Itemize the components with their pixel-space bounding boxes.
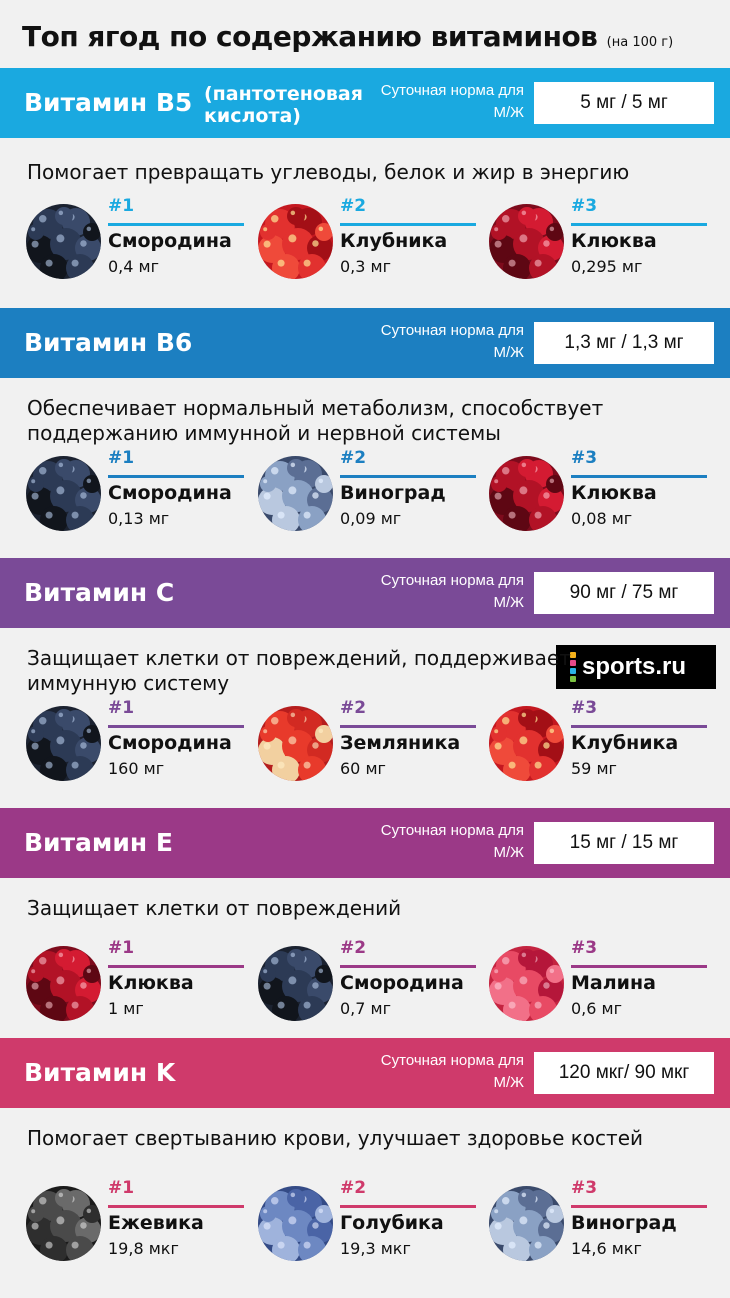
berry-list [0, 698, 730, 786]
strawberry-icon [489, 706, 564, 781]
berry-item [26, 196, 256, 284]
rank-divider [108, 725, 244, 728]
berry-name: Клубника [340, 230, 448, 252]
strawberry-icon [258, 204, 333, 279]
berry-rank: #1 [108, 698, 135, 718]
berry-rank: #2 [340, 448, 367, 468]
berry-item [258, 196, 488, 284]
berry-item [489, 698, 719, 786]
berry-item [26, 1178, 256, 1266]
berry-item [489, 1178, 719, 1266]
berry-rank: #2 [340, 938, 367, 958]
daily-norm-value: 15 мг / 15 мг [534, 822, 714, 864]
berry-item [26, 448, 256, 536]
berry-name: Клюква [571, 482, 657, 504]
daily-norm-value: 120 мкг/ 90 мкг [534, 1052, 714, 1094]
vitamin-title: Витамин B6 [24, 328, 193, 357]
berry-name: Ежевика [108, 1212, 204, 1234]
blueberry-icon [258, 1186, 333, 1261]
berry-item [258, 1178, 488, 1266]
berry-item [26, 698, 256, 786]
berry-rank: #3 [571, 698, 598, 718]
daily-norm-label: Суточная норма для М/Ж [380, 1052, 524, 1091]
berry-item [258, 448, 488, 536]
berry-rank: #2 [340, 196, 367, 216]
vitamin-description: Защищает клетки от повреждений, поддерживает иммунную систему [27, 646, 571, 695]
berry-rank: #3 [571, 938, 598, 958]
berry-name: Виноград [571, 1212, 677, 1234]
berry-amount: 59 мг [571, 759, 617, 778]
berry-item [258, 938, 488, 1026]
currant-icon [26, 204, 101, 279]
daily-norm-value: 90 мг / 75 мг [534, 572, 714, 614]
rank-divider [340, 475, 476, 478]
grape-icon [258, 456, 333, 531]
berry-item [489, 938, 719, 1026]
berry-name: Голубика [340, 1212, 444, 1234]
vitamin-title-extra: (пантотеновая кислота) [204, 83, 363, 127]
rank-divider [340, 725, 476, 728]
vitamin-description: Обеспечивает нормальный метаболизм, способствует поддержанию иммунной и нервной системы [27, 396, 604, 445]
daily-norm-value: 5 мг / 5 мг [534, 82, 714, 124]
berry-name: Клубника [571, 732, 679, 754]
berry-amount: 19,3 мкг [340, 1239, 411, 1258]
vitamin-band [0, 1038, 730, 1108]
vitamin-band [0, 558, 730, 628]
rank-divider [340, 1205, 476, 1208]
berry-amount: 0,08 мг [571, 509, 633, 528]
berry-name: Земляника [340, 732, 461, 754]
berry-list [0, 938, 730, 1026]
vitamin-section [0, 308, 730, 528]
berry-rank: #2 [340, 698, 367, 718]
berry-amount: 0,13 мг [108, 509, 170, 528]
rank-divider [571, 475, 707, 478]
grape-icon [489, 1186, 564, 1261]
rank-divider [340, 223, 476, 226]
berry-amount: 0,4 мг [108, 257, 160, 276]
berry-rank: #1 [108, 938, 135, 958]
berry-rank: #2 [340, 1178, 367, 1198]
vitamin-band [0, 68, 730, 138]
vitamin-section [0, 808, 730, 1018]
berry-amount: 60 мг [340, 759, 386, 778]
berry-item [258, 698, 488, 786]
daily-norm-label: Суточная норма для М/Ж [380, 322, 524, 361]
vitamin-title: Витамин B5 [24, 88, 193, 117]
daily-norm-label: Суточная норма для М/Ж [380, 822, 524, 861]
rank-divider [571, 1205, 707, 1208]
berry-amount: 0,295 мг [571, 257, 643, 276]
rank-divider [108, 965, 244, 968]
berry-rank: #3 [571, 196, 598, 216]
currant-icon [26, 456, 101, 531]
vitamin-title: Витамин E [24, 828, 173, 857]
daily-norm-label: Суточная норма для М/Ж [380, 82, 524, 121]
berry-rank: #3 [571, 1178, 598, 1198]
berry-name: Малина [571, 972, 656, 994]
rank-divider [108, 1205, 244, 1208]
berry-amount: 0,09 мг [340, 509, 402, 528]
berry-name: Смородина [108, 482, 232, 504]
vitamin-band [0, 808, 730, 878]
vitamin-description: Защищает клетки от повреждений [27, 896, 402, 920]
cranberry-icon [489, 204, 564, 279]
daily-norm-value: 1,3 мг / 1,3 мг [534, 322, 714, 364]
vitamin-title: Витамин K [24, 1058, 176, 1087]
vitamin-description: Помогает превращать углеводы, белок и жир в энергию [27, 160, 630, 184]
page-title-main: Топ ягод по содержанию витаминов [22, 20, 598, 53]
berry-list [0, 196, 730, 284]
cranberry-icon [489, 456, 564, 531]
vitamin-section [0, 68, 730, 276]
berry-name: Смородина [108, 732, 232, 754]
berry-amount: 0,7 мг [340, 999, 392, 1018]
rank-divider [571, 725, 707, 728]
currant-icon [26, 706, 101, 781]
berry-item [26, 938, 256, 1026]
berry-name: Смородина [108, 230, 232, 252]
rank-divider [571, 223, 707, 226]
cranberry-icon [26, 946, 101, 1021]
berry-name: Клюква [571, 230, 657, 252]
vitamin-section [0, 1038, 730, 1258]
berry-rank: #3 [571, 448, 598, 468]
berry-amount: 0,3 мг [340, 257, 392, 276]
berry-item [489, 448, 719, 536]
vitamin-band [0, 308, 730, 378]
wildstrawberry-icon [258, 706, 333, 781]
berry-amount: 14,6 мкг [571, 1239, 642, 1258]
currant-icon [258, 946, 333, 1021]
page-title-subtitle: (на 100 г) [606, 35, 674, 50]
berry-name: Виноград [340, 482, 446, 504]
berry-amount: 1 мг [108, 999, 144, 1018]
berry-item [489, 196, 719, 284]
blackberry-icon [26, 1186, 101, 1261]
daily-norm-label: Суточная норма для М/Ж [380, 572, 524, 611]
rank-divider [108, 475, 244, 478]
vitamin-description: Помогает свертыванию крови, улучшает здоровье костей [27, 1126, 643, 1150]
rank-divider [340, 965, 476, 968]
berry-rank: #1 [108, 1178, 135, 1198]
rank-divider [108, 223, 244, 226]
berry-rank: #1 [108, 196, 135, 216]
page-title [22, 20, 673, 53]
vitamin-title: Витамин C [24, 578, 175, 607]
berry-rank: #1 [108, 448, 135, 468]
berry-list [0, 1178, 730, 1266]
berry-list [0, 448, 730, 536]
raspberry-icon [489, 946, 564, 1021]
berry-amount: 19,8 мкг [108, 1239, 179, 1258]
berry-amount: 160 мг [108, 759, 165, 778]
berry-name: Смородина [340, 972, 464, 994]
berry-amount: 0,6 мг [571, 999, 623, 1018]
rank-divider [571, 965, 707, 968]
logo-text: sports.ru [582, 653, 687, 680]
berry-name: Клюква [108, 972, 194, 994]
